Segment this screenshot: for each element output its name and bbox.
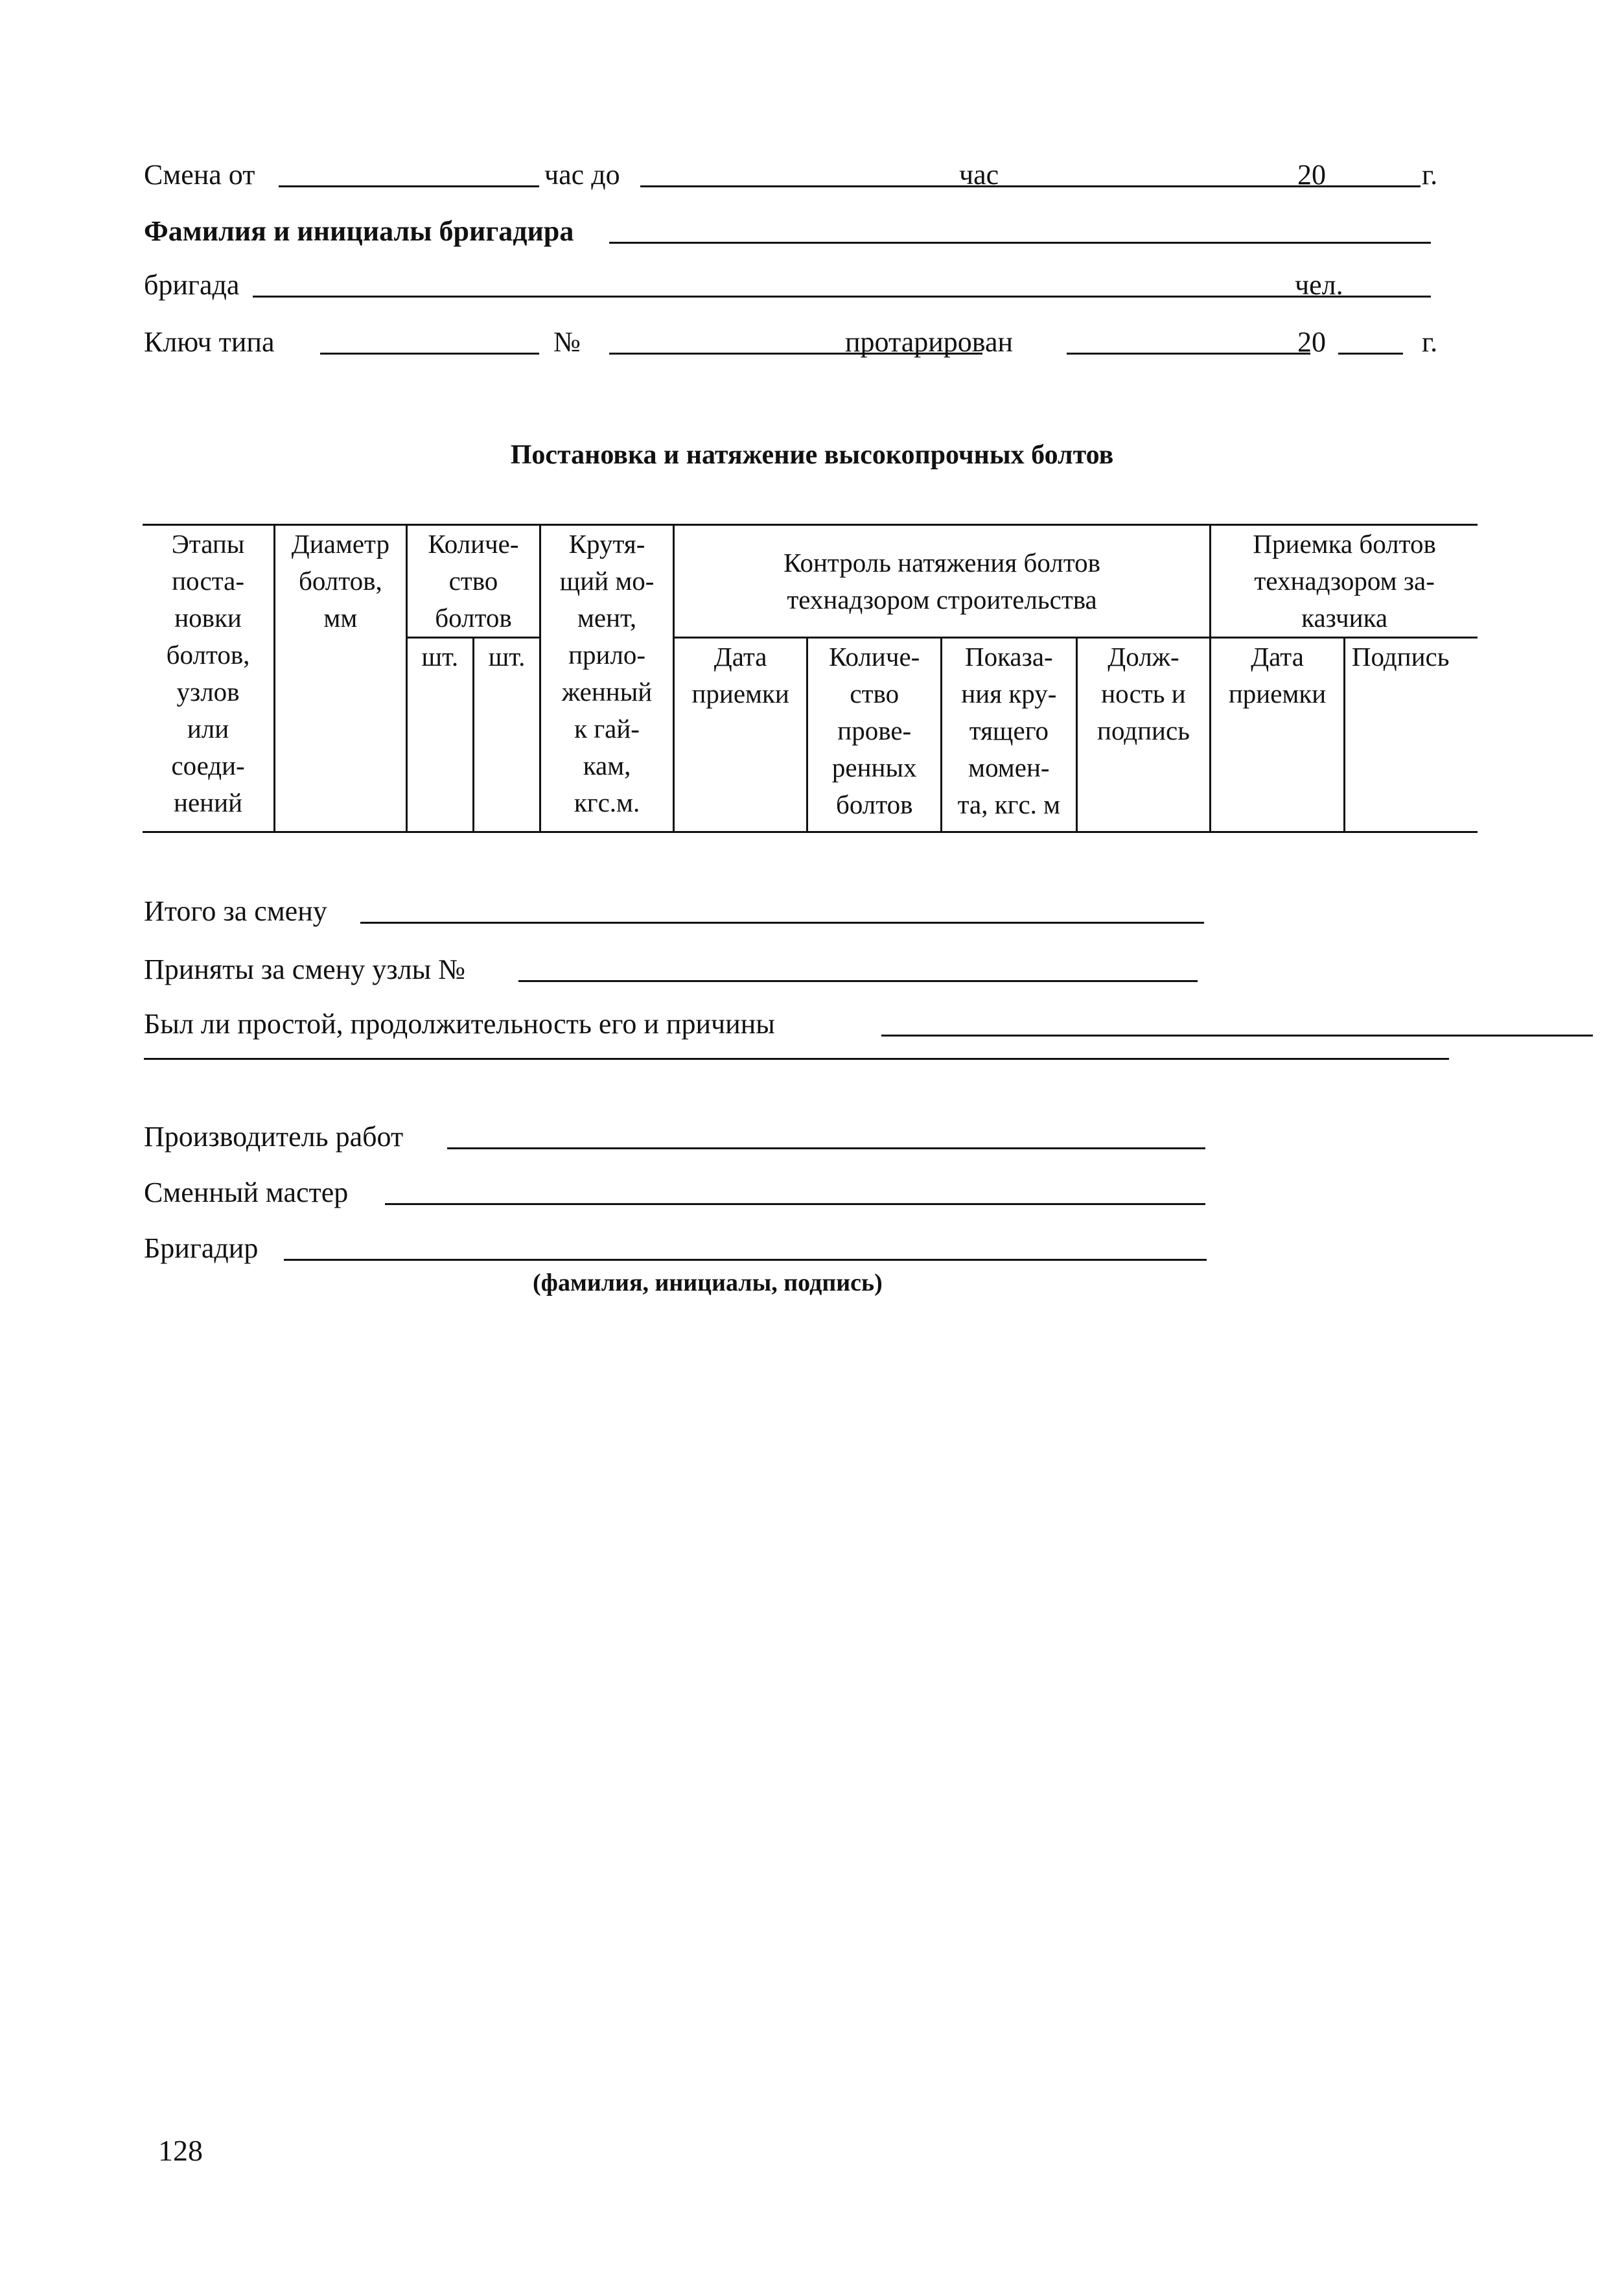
col-acceptance-header: Приемка болтов технадзором за- казчика [1211, 525, 1478, 638]
downtime-label: Был ли простой, продолжительность его и причины [144, 1008, 775, 1040]
year-prefix: 20 [1297, 159, 1326, 191]
downtime-continuation-field[interactable] [144, 1058, 1449, 1060]
people-suffix: чел. [1295, 269, 1343, 301]
section-title: Постановка и натяжение высокопрочных болтов [510, 440, 1114, 470]
col-diameter: Диаметр болтов, мм [275, 525, 407, 832]
master-field[interactable] [385, 1203, 1205, 1205]
downtime-field[interactable] [881, 1035, 1593, 1037]
col-stages: Этапы поста- новки болтов, узлов или соеди- нений [143, 525, 275, 832]
col-acceptance-date: Дата приемки [1211, 638, 1345, 832]
accepted-field[interactable] [518, 980, 1198, 982]
year-prefix-2: 20 [1297, 326, 1326, 358]
foreman-label: Фамилия и инициалы бригадира [144, 215, 574, 247]
hour-label: час [959, 159, 999, 191]
brigade-label: бригада [144, 269, 240, 301]
producer-label: Производитель работ [144, 1121, 404, 1153]
producer-field[interactable] [447, 1147, 1205, 1149]
col-acceptance-signature: Подпись [1344, 638, 1478, 832]
col-control-header: Контроль натяжения болтов технадзором строительства [673, 525, 1210, 638]
col-control-count: Количе- ство прове- ренных болтов [807, 638, 942, 832]
page-number: 128 [158, 2134, 203, 2167]
calibrated-year-field[interactable] [1338, 353, 1403, 355]
calibrated-label: протарирован [845, 326, 1014, 358]
brigade-field[interactable] [253, 296, 1431, 298]
shift-start-field[interactable] [279, 185, 539, 187]
col-pcs-1: шт. [406, 638, 473, 832]
shift-label: Смена от [144, 159, 255, 191]
master-label: Сменный мастер [144, 1177, 349, 1208]
number-label: № [553, 326, 581, 358]
col-control-torque: Показа- ния кру- тящего момен- та, кгс. м [942, 638, 1077, 832]
signature-caption: (фамилия, инициалы, подпись) [533, 1269, 883, 1296]
col-quantity: Количе- ство болтов [406, 525, 540, 638]
total-label: Итого за смену [144, 895, 327, 927]
foreman-sign-label: Бригадир [144, 1232, 259, 1264]
key-type-label: Ключ типа [144, 326, 275, 358]
col-pcs-2: шт. [473, 638, 540, 832]
foreman-field[interactable] [609, 242, 1431, 244]
foreman-sign-field[interactable] [284, 1259, 1207, 1261]
year-suffix-2: г. [1422, 326, 1438, 358]
accepted-label: Приняты за смену узлы № [144, 954, 466, 985]
calibrated-date-field[interactable] [1067, 353, 1310, 355]
hour-to-label: час до [544, 159, 620, 191]
bolt-table [143, 524, 1478, 833]
shift-year-field[interactable] [1338, 185, 1403, 187]
col-control-position: Долж- ность и подпись [1076, 638, 1211, 832]
key-type-field[interactable] [320, 353, 539, 355]
year-suffix: г. [1422, 159, 1438, 191]
total-field[interactable] [360, 922, 1204, 924]
col-control-date: Дата приемки [673, 638, 807, 832]
col-torque: Крутя- щий мо- мент, прило- женный к гай- кам, кгс.м. [540, 525, 674, 832]
